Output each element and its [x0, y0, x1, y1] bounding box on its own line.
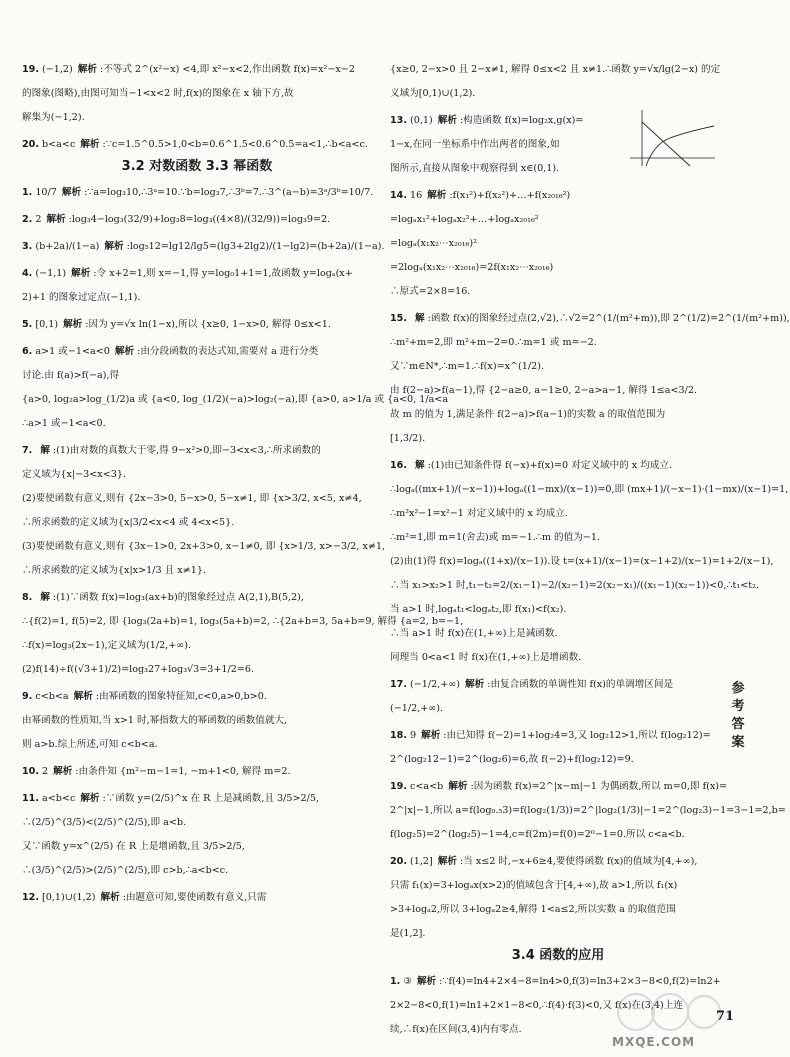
line-text: 当 a>1 时,logₐt₁<logₐt₂,即 f(x₁)<f(x₂).	[390, 604, 567, 615]
item-number: 19.	[390, 781, 407, 792]
item-label: 解析	[61, 187, 82, 198]
item-label: 解	[415, 460, 425, 471]
answer-line	[390, 403, 726, 427]
answer-line	[390, 502, 726, 526]
answer-item	[22, 133, 372, 157]
answer-line	[22, 658, 372, 682]
answer-line	[22, 487, 372, 511]
item-number: 14.	[390, 190, 407, 201]
line-text: 又∵m∈N*,∴m=1.∴f(x)=x^(1/2).	[390, 361, 545, 372]
line-text: =logₐx₁²+logₐx₂²+…+logₐx₂₀₁₆²	[390, 214, 539, 225]
answer-item	[390, 724, 726, 772]
line-text: {x≥0, 2−x>0 且 2−x≠1, 解得 0≤x<2 且 x≠1.∴函数 y=√x/lg(2−x) 的定	[390, 64, 721, 75]
answer-line	[390, 232, 726, 256]
item-label: 解析	[114, 346, 135, 357]
line-text: ∵f(4)=ln4+2×4−8=ln4>0,f(3)=ln3+2×3−8<0,f(2)=ln2+	[442, 976, 721, 987]
line-text: ∵a=log₃10,∴3ᵃ=10.∵b=log₃7,∴3ᵇ=7.∴3^(a−b)=3ᵃ/3ᵇ=10/7.	[87, 187, 374, 198]
line-text: 解集为(−1,2).	[22, 112, 85, 123]
answer-line	[22, 733, 372, 757]
line-text: 又∵函数 y=x^(2/5) 在 R 上是增函数,且 3/5>2/5,	[22, 841, 245, 852]
answer-line	[390, 922, 726, 946]
item-answer: 2	[42, 766, 49, 777]
line-text: 续,∴f(x)在区间(3,4)内有零点.	[390, 1024, 522, 1035]
item-number: 16.	[390, 460, 407, 471]
log-graph-figure	[620, 108, 720, 168]
item-number: 12.	[22, 892, 39, 903]
answer-line: 6. a>1 或−1<a<0 解析 :由分段函数的表达式知,需要对 a 进行分类	[22, 346, 319, 357]
answer-line: 1. ③ 解析 :∵f(4)=ln4+2×4−8=ln4>0,f(3)=ln3+2×3−8<0,f(2)=ln2+	[390, 976, 721, 987]
line-text: =2logₐ(x₁x₂⋯x₂₀₁₆)=2f(x₁x₂⋯x₂₀₁₆)	[390, 262, 554, 273]
line-text: f(x₁²)+f(x₂²)+…+f(x₂₀₁₆²)	[452, 190, 571, 201]
item-number: 1.	[390, 976, 401, 987]
left-items	[22, 58, 372, 157]
line-text: 定义域为{x|−3<x<3}.	[22, 469, 127, 480]
line-text: 1−x,在同一坐标系中作出两者的图象,如	[390, 139, 560, 150]
item-label: 解析	[53, 766, 73, 777]
item-answer: a<b<c	[42, 793, 76, 804]
line-text: ∴a>1 或−1<a<0.	[22, 418, 106, 429]
item-answer: (0,1)	[410, 115, 433, 126]
item-label: 解析	[427, 190, 447, 201]
answer-item	[22, 787, 372, 883]
answer-item	[390, 454, 789, 670]
line-text: 2^|x|−1,所以 a=f(log₀.₅3)=f(log₂(1/3))=2^|log₂(1/3)|−1=2^(log₂3)−1=3−1=2,b=	[390, 805, 786, 816]
line-text: 因为函数 f(x)=2^|x−m|−1 为偶函数,所以 m=0,即 f(x)=	[473, 781, 728, 792]
section-title-3-4: 3.4 函数的应用	[511, 948, 605, 963]
answer-line	[22, 709, 372, 733]
answer-line	[390, 574, 760, 598]
line-text: 因为 y=√x ln(1−x),所以 {x≥0, 1−x>0, 解得 0≤x<1.	[88, 319, 331, 330]
page-number: 71	[716, 1009, 735, 1024]
line-text: 由分段函数的表达式知,需要对 a 进行分类	[140, 346, 319, 357]
item-label: 解析	[465, 679, 485, 690]
item-number: 18.	[390, 730, 407, 741]
answer-line: 19. c<a<b 解析 :因为函数 f(x)=2^|x−m|−1 为偶函数,所以 m=0,即 f(x)=	[390, 781, 728, 792]
answer-line	[22, 559, 372, 583]
line-text: 由 f(2−a)>f(a−1),得 {2−a≥0, a−1≥0, 2−a>a−1, 解得 1≤a<3/2.	[390, 385, 697, 396]
answer-line	[22, 82, 372, 106]
line-text: 由题意可知,要使函数有意义,只需	[125, 892, 267, 903]
side-tab-char: 参	[731, 681, 745, 696]
line-text: ∵函数 y=(2/5)^x 在 R 上是减函数,且 3/5>2/5,	[105, 793, 319, 804]
item-answer: a>1 或−1<a<0	[35, 346, 110, 357]
item-label: 解析	[437, 115, 457, 126]
line-text: ∴(2/5)^(3/5)<(2/5)^(2/5),即 a<b.	[22, 817, 187, 828]
line-text: (1)∵函数 f(x)=log₃(ax+b)的图象经过点 A(2,1),B(5,2),	[56, 592, 304, 603]
line-text: 函数 f(x)的图象经过点(2,√2),∴√2=2^(1/(m²+m)),即 2^(1/2)=2^(1/(m²+m)),	[430, 313, 790, 324]
answer-line: 19. (−1,2) 解析 :不等式 2^(x²−x) <4,即 x²−x<2,作出函数 f(x)=x²−x−2	[22, 64, 355, 75]
answer-line	[22, 610, 464, 634]
item-label: 解析	[46, 214, 66, 225]
item-label: 解析	[421, 730, 441, 741]
answer-line	[22, 634, 372, 658]
answer-line	[390, 208, 726, 232]
item-number: 2.	[22, 214, 33, 225]
line-text: 故 m 的值为 1,满足条件 f(2−a)>f(a−1)的实数 a 的取值范围为	[390, 409, 666, 420]
line-text: 构造函数 f(x)=log₂x,g(x)=	[463, 115, 584, 126]
answer-item	[22, 181, 372, 205]
answer-item	[22, 340, 449, 436]
item-answer: (b+2a)/(1−a)	[35, 241, 100, 252]
line-text: 由已知得 f(−2)=1+log₂4=3,又 log₂12>1,所以 f(log₂12)=	[446, 730, 711, 741]
answer-line: 12. [0,1)∪(1,2) 解析 :由题意可知,要使函数有意义,只需	[22, 892, 267, 903]
answer-line	[390, 478, 789, 502]
line-text: log₃4−log₃(32/9)+log₃8=log₃((4×8)/(32/9))=log₃9=2.	[71, 214, 331, 225]
item-answer: (−1,1)	[35, 268, 67, 279]
item-number: 9.	[22, 691, 33, 702]
answer-line	[390, 58, 726, 82]
line-text: 只需 f₁(x)=3+logₐx(x>2)的值域包含于[4,+∞),故 a>1,所以 f₁(x)	[390, 880, 678, 891]
line-text: [1,3/2).	[390, 433, 426, 444]
answer-line	[390, 526, 726, 550]
answer-line	[22, 811, 372, 835]
answer-item	[22, 313, 372, 337]
line-text: 由幂函数的性质知,当 x>1 时,幂指数大的幂函数的函数值就大,	[22, 715, 288, 726]
item-answer: b<a<c	[42, 139, 76, 150]
line-text: (−1/2,+∞).	[390, 703, 444, 714]
line-text: (2)f(14)÷f((√3+1)/2)=log₃27+log₃√3=3+1/2=6.	[22, 664, 255, 675]
answer-line: 2. 2 解析 :log₃4−log₃(32/9)+log₃8=log₃((4×8)/(32/9))=log₃9=2.	[22, 214, 331, 225]
answer-line	[22, 511, 372, 535]
item-answer: 2	[35, 214, 42, 225]
answer-line	[390, 898, 726, 922]
line-text: ∴当 a>1 时 f(x)在(1,+∞)上是减函数.	[390, 628, 558, 639]
answer-line	[22, 106, 372, 130]
line-text: ∴m²=1,即 m=1(舍去)或 m=−1.∴m 的值为−1.	[390, 532, 600, 543]
answer-line: 4. (−1,1) 解析 :令 x+2=1,则 x=−1,得 y=log₀1+1=1,故函数 y=logₐ(x+	[22, 268, 353, 279]
answer-line	[390, 355, 726, 379]
line-text: 由幂函数的图象特征知,c<0,a>0,b>0.	[99, 691, 267, 702]
answer-line	[390, 697, 726, 721]
item-label: 解析	[448, 781, 468, 792]
answer-line: 10. 2 解析 :由条件知 {m²−m−1=1, −m+1<0, 解得 m=2.	[22, 766, 291, 777]
item-answer: ③	[403, 976, 412, 987]
answer-line	[390, 427, 726, 451]
answer-item	[390, 184, 726, 304]
item-number: 13.	[390, 115, 407, 126]
line-text: (3)要使函数有意义,则有 {3x−1>0, 2x+3>0, x−1≠0, 即 {x>1/3, x>−3/2, x≠1,	[22, 541, 386, 552]
item-answer: c<a<b	[410, 781, 444, 792]
item-number: 8.	[22, 592, 33, 603]
item-label: 解析	[63, 319, 83, 330]
line-text: ∴原式=2×8=16.	[390, 286, 471, 297]
item-number: 10.	[22, 766, 39, 777]
line-text: ∴(3/5)^(2/5)>(2/5)^(2/5),即 c>b,∴a<b<c.	[22, 865, 229, 876]
answer-line	[390, 823, 726, 847]
line-text: 由条件知 {m²−m−1=1, −m+1<0, 解得 m=2.	[78, 766, 291, 777]
item-answer: [0,1)	[35, 319, 59, 330]
answer-line: 8. 解 :(1)∵函数 f(x)=log₃(ax+b)的图象经过点 A(2,1),B(5,2),	[22, 592, 304, 603]
item-label: 解析	[437, 856, 457, 867]
line-text: 则 a>b.综上所述,可知 c<b<a.	[22, 739, 158, 750]
answer-line: 7. 解 :(1)由对数的真数大于零,得 9−x²>0,即−3<x<3,∴所求函数的	[22, 445, 321, 456]
log-curve	[646, 126, 714, 166]
answer-line: 14. 16 解析 :f(x₁²)+f(x₂²)+…+f(x₂₀₁₆²)	[390, 190, 571, 201]
answer-line	[390, 598, 726, 622]
item-answer: (−1,2)	[42, 64, 73, 75]
answer-line	[390, 646, 726, 670]
answer-line	[390, 331, 726, 355]
line-text: (2)由(1)得 f(x)=logₐ((1+x)/(x−1)).设 t=(x+1)/(x−1)=(x−1+2)/(x−1)=1+2/(x−1),	[390, 556, 774, 567]
answer-line	[22, 286, 372, 310]
line-text: 图所示,直接从图象中观察得到 x∈(0,1).	[390, 163, 560, 174]
item-label: 解析	[100, 892, 120, 903]
line-text: 义域为[0,1)∪(1,2).	[390, 88, 476, 99]
answer-line	[390, 280, 726, 304]
line-text: =logₐ(x₁x₂⋯x₂₀₁₆)²	[390, 238, 477, 249]
item-number: 20.	[390, 856, 407, 867]
item-number: 15.	[390, 313, 407, 324]
line-text: {a>0, log₂a>log_(1/2)a 或 {a<0, log_(1/2)(−a)>log₂(−a),即 {a>0, a>1/a 或 {a<0, 1/a<a	[22, 394, 449, 405]
line-text: (1)由已知条件得 f(−x)+f(x)=0 对定义域中的 x 均成立.	[430, 460, 673, 471]
right-items	[390, 58, 790, 946]
item-answer: [0,1)∪(1,2)	[42, 892, 96, 903]
line-text: log₅12=lg12/lg5=(lg3+2lg2)/(1−lg2)=(b+2a)/(1−a).	[129, 241, 385, 252]
line-text: ∵c=1.5^0.5>1,0<b=0.6^1.5<0.6^0.5=a<1,∴b<a<c.	[105, 139, 368, 150]
answer-item	[390, 850, 726, 946]
line-text: ∴当 x₁>x₂>1 时,t₁−t₂=2/(x₁−1)−2/(x₂−1)=2(x₂−x₁)/((x₁−1)(x₂−1))<0,∴t₁<t₂.	[390, 580, 760, 591]
item-label: 解	[40, 445, 50, 456]
item-label: 解	[415, 313, 425, 324]
line-text: 当 x≤2 时,−x+6≥4,要使得函数 f(x)的值域为[4,+∞),	[463, 856, 698, 867]
answer-line: 16. 解 :(1)由已知条件得 f(−x)+f(x)=0 对定义域中的 x 均成立.	[390, 460, 673, 471]
item-answer: 10/7	[35, 187, 57, 198]
line-text: ∴所求函数的定义域为{x|x>1/3 且 x≠1}.	[22, 565, 206, 576]
item-number: 11.	[22, 793, 39, 804]
answer-item	[22, 208, 372, 232]
answer-line	[22, 364, 372, 388]
line-text: >3+logₐ2,所以 3+logₐ2≥4,解得 1<a≤2,所以实数 a 的取值范围	[390, 904, 676, 915]
item-answer: (−1/2,+∞)	[410, 679, 461, 690]
item-number: 3.	[22, 241, 33, 252]
answer-line	[390, 256, 726, 280]
answer-line	[22, 412, 372, 436]
answer-item	[22, 58, 372, 130]
item-answer: 16	[410, 190, 423, 201]
answer-item	[22, 586, 464, 682]
line-text: 2)+1 的图象过定点(−1,1).	[22, 292, 141, 303]
line-text: ∴所求函数的定义域为{x|3/2<x<4 或 4<x<5}.	[22, 517, 235, 528]
side-tab-char: 考	[731, 699, 745, 714]
answer-line	[390, 748, 726, 772]
item-label: 解析	[80, 793, 100, 804]
answer-line: 17. (−1/2,+∞) 解析 :由复合函数的单调性知 f(x)的单调增区间是	[390, 679, 674, 690]
item-answer: 9	[410, 730, 417, 741]
item-number: 4.	[22, 268, 33, 279]
right-column	[390, 58, 790, 1045]
answer-line: 20. b<a<c 解析 :∵c=1.5^0.5>1,0<b=0.6^1.5<0.6^0.5=a<1,∴b<a<c.	[22, 139, 368, 150]
answer-item	[22, 235, 385, 259]
answer-item	[390, 307, 790, 451]
side-tab-char: 答	[731, 717, 745, 732]
answer-item	[22, 886, 372, 910]
answer-line	[390, 622, 726, 646]
answer-line: 1. 10/7 解析 :∵a=log₃10,∴3ᵃ=10.∵b=log₃7,∴3ᵇ=7.∴3^(a−b)=3ᵃ/3ᵇ=10/7.	[22, 187, 374, 198]
answer-line: 13. (0,1) 解析 :构造函数 f(x)=log₂x,g(x)=	[390, 115, 584, 126]
line-text: (2)要使函数有意义,则有 {2x−3>0, 5−x>0, 5−x≠1, 即 {x>3/2, x<5, x≠4,	[22, 493, 362, 504]
item-label: 解析	[73, 691, 93, 702]
item-number: 19.	[22, 64, 39, 75]
line-text: 同理当 0<a<1 时 f(x)在(1,+∞)上是增函数.	[390, 652, 582, 663]
answer-line: 20. (1,2] 解析 :当 x≤2 时,−x+6≥4,要使得函数 f(x)的值域为[4,+∞),	[390, 856, 698, 867]
answer-item	[390, 775, 786, 847]
answer-line	[390, 799, 786, 823]
answer-item	[22, 262, 372, 310]
answer-line: 9. c<b<a 解析 :由幂函数的图象特征知,c<0,a>0,b>0.	[22, 691, 267, 702]
item-label: 解	[40, 592, 50, 603]
item-number: 1.	[22, 187, 33, 198]
line-text: f(log₂5)=2^(log₂5)−1=4,c=f(2m)=f(0)=2⁰−1=0.所以 c<a<b.	[390, 829, 685, 840]
item-number: 6.	[22, 346, 33, 357]
line-text: 由复合函数的单调性知 f(x)的单调增区间是	[490, 679, 674, 690]
answer-item	[22, 685, 372, 757]
answer-item	[390, 58, 726, 106]
side-tab	[728, 680, 748, 752]
line-text: 不等式 2^(x²−x) <4,即 x²−x<2,作出函数 f(x)=x²−x−2	[103, 64, 355, 75]
line-text: 是(1,2].	[390, 928, 426, 939]
answer-line	[22, 835, 372, 859]
line-text: 的图象(图略),由图可知当−1<x<2 时,f(x)的图象在 x 轴下方,故	[22, 88, 294, 99]
answer-line	[390, 379, 726, 403]
item-answer: c<b<a	[35, 691, 69, 702]
line-text: (1)由对数的真数大于零,得 9−x²>0,即−3<x<3,∴所求函数的	[56, 445, 321, 456]
line-text: ∴{f(2)=1, f(5)=2, 即 {log₃(2a+b)=1, log₃(5a+b)=2, ∴{2a+b=3, 5a+b=9, 解得 {a=2, b=−1,	[22, 616, 464, 627]
item-label: 解析	[80, 139, 100, 150]
answer-item	[390, 673, 726, 721]
line-text: ∴m²+m=2,即 m²+m−2=0.∴m=1 或 m=−2.	[390, 337, 597, 348]
line-text: 令 x+2=1,则 x=−1,得 y=log₀1+1=1,故函数 y=logₐ(x+	[96, 268, 353, 279]
item-label: 解析	[77, 64, 97, 75]
answer-item	[22, 439, 386, 583]
item-label: 解析	[71, 268, 91, 279]
answer-line: 11. a<b<c 解析 :∵函数 y=(2/5)^x 在 R 上是减函数,且 3/5>2/5,	[22, 793, 319, 804]
line-text: 讨论.由 f(a)>f(−a),得	[22, 370, 120, 381]
answer-line	[22, 463, 372, 487]
item-number: 20.	[22, 139, 39, 150]
answer-line: 18. 9 解析 :由已知得 f(−2)=1+log₂4=3,又 log₂12>1,所以 f(log₂12)=	[390, 730, 711, 741]
answer-line: 3. (b+2a)/(1−a) 解析 :log₅12=lg12/lg5=(lg3+2lg2)/(1−lg2)=(b+2a)/(1−a).	[22, 241, 385, 252]
item-number: 7.	[22, 445, 33, 456]
item-answer: (1,2]	[410, 856, 433, 867]
line-text: 2^(log₂12−1)=2^(log₂6)=6,故 f(−2)+f(log₂12)=9.	[390, 754, 634, 765]
watermark-text: MXQE.COM	[612, 1035, 696, 1049]
line-text: ∴logₐ((mx+1)/(−x−1))+logₐ((1−mx)/(x−1))=0,即 (mx+1)/(−x−1)·(1−mx)/(x−1)=1,	[390, 484, 789, 495]
item-label: 解析	[104, 241, 124, 252]
answer-line: 15. 解 :函数 f(x)的图象经过点(2,√2),∴√2=2^(1/(m²+m)),即 2^(1/2)=2^(1/(m²+m)),	[390, 313, 790, 324]
section-title-3-2: 3.2 对数函数 3.3 幂函数	[121, 159, 273, 174]
side-tab-char: 案	[731, 735, 745, 750]
answer-line: 5. [0,1) 解析 :因为 y=√x ln(1−x),所以 {x≥0, 1−x>0, 解得 0≤x<1.	[22, 319, 331, 330]
item-number: 17.	[390, 679, 407, 690]
answer-line	[390, 82, 726, 106]
line-text: ∴f(x)=log₃(2x−1),定义域为(1/2,+∞).	[22, 640, 192, 651]
answer-line	[22, 535, 386, 559]
answer-item	[22, 760, 372, 784]
answer-line	[390, 874, 726, 898]
line-text: ∴m²x²−1=x²−1 对定义域中的 x 均成立.	[390, 508, 568, 519]
answer-line	[390, 550, 774, 574]
answer-line	[22, 388, 449, 412]
line-text: 2×2−8<0,f(1)=ln1+2×1−8<0,∴f(4)·f(3)<0,又 f(x)在(3,4)上连	[390, 1000, 683, 1011]
answer-line	[22, 859, 372, 883]
item-label: 解析	[416, 976, 437, 987]
item-number: 5.	[22, 319, 33, 330]
